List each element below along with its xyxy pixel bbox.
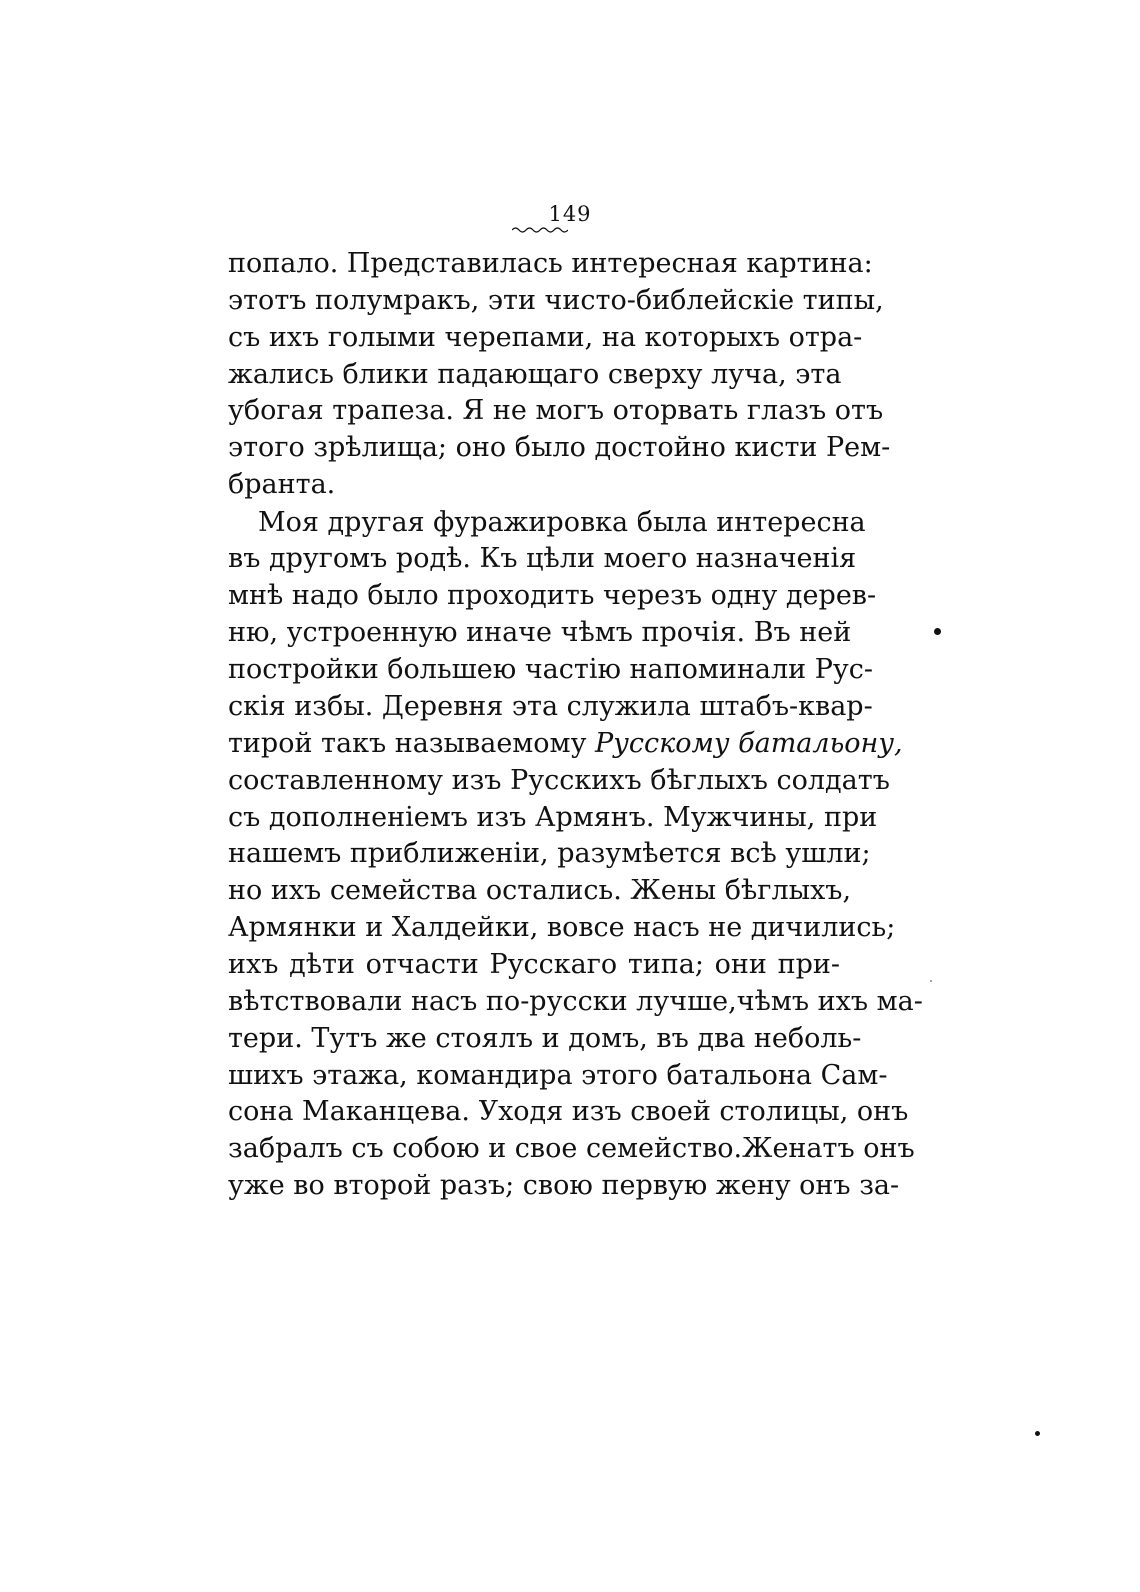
- italic-phrase: Русскому батальону,: [595, 728, 903, 759]
- text-line: въ другомъ родѣ. Къ цѣли моего назначенія: [228, 543, 857, 574]
- text-line: сона Маканцева. Уходя изъ своей столицы, онъ: [228, 1096, 909, 1127]
- text-line: скія избы. Деревня эта служила штабъ-квар-: [228, 691, 873, 722]
- text-line: жались блики падающаго сверху луча, эта: [228, 359, 842, 390]
- text-line: забралъ съ собою и свое семейство.Женатъ онъ: [228, 1133, 915, 1164]
- text-line: тери. Тутъ же стоялъ и домъ, въ два неболь-: [228, 1023, 862, 1054]
- text-line: ихъ дѣти отчасти Русскаго типа; они при-: [228, 949, 840, 980]
- text-line: убогая трапеза. Я не могъ оторвать глазъ отъ: [228, 395, 884, 426]
- text-line: этотъ полумракъ, эти чисто-библейскіе типы,: [228, 285, 884, 316]
- text-line: уже во второй разъ; свою первую жену онъ за-: [228, 1170, 900, 1201]
- text-line: этого зрѣлища; оно было достойно кисти Рем-: [228, 432, 891, 463]
- text-line-roman-part: тирой такъ называемому: [228, 728, 596, 759]
- text-line: шихъ этажа, командира этого батальона Сам-: [228, 1060, 888, 1091]
- text-line: съ ихъ голыми черепами, на которыхъ отра-: [228, 322, 863, 353]
- wavy-rule-ornament: [512, 226, 568, 234]
- ink-speck: [930, 980, 932, 982]
- ink-speck: [934, 628, 941, 635]
- text-line: но ихъ семейства остались. Жены бѣглыхъ,: [228, 875, 852, 906]
- text-line: ню, устроенную иначе чѣмъ прочія. Въ ней: [228, 617, 852, 648]
- text-line: бранта.: [228, 469, 336, 500]
- text-line: постройки большею частію напоминали Рус-: [228, 654, 874, 685]
- page-number: 149: [548, 202, 592, 226]
- text-line: составленному изъ Русскихъ бѣглыхъ солдатъ: [228, 765, 890, 796]
- text-line: нашемъ приближеніи, разумѣется всѣ ушли;: [228, 838, 871, 869]
- text-line: Армянки и Халдейки, вовсе насъ не дичились;: [228, 912, 896, 943]
- text-line: мнѣ надо было проходить черезъ одну дерев-: [228, 580, 877, 611]
- text-line: Моя другая фуражировка была интересна: [258, 507, 866, 538]
- text-line: съ дополненіемъ изъ Армянъ. Мужчины, при: [228, 802, 878, 833]
- ink-speck: [1034, 1430, 1041, 1437]
- text-line: попало. Представилась интересная картина:: [228, 248, 873, 279]
- text-line-with-italic: [228, 726, 903, 762]
- text-line: вѣтствовали насъ по-русски лучше,чѣмъ ихъ ма-: [228, 986, 923, 1017]
